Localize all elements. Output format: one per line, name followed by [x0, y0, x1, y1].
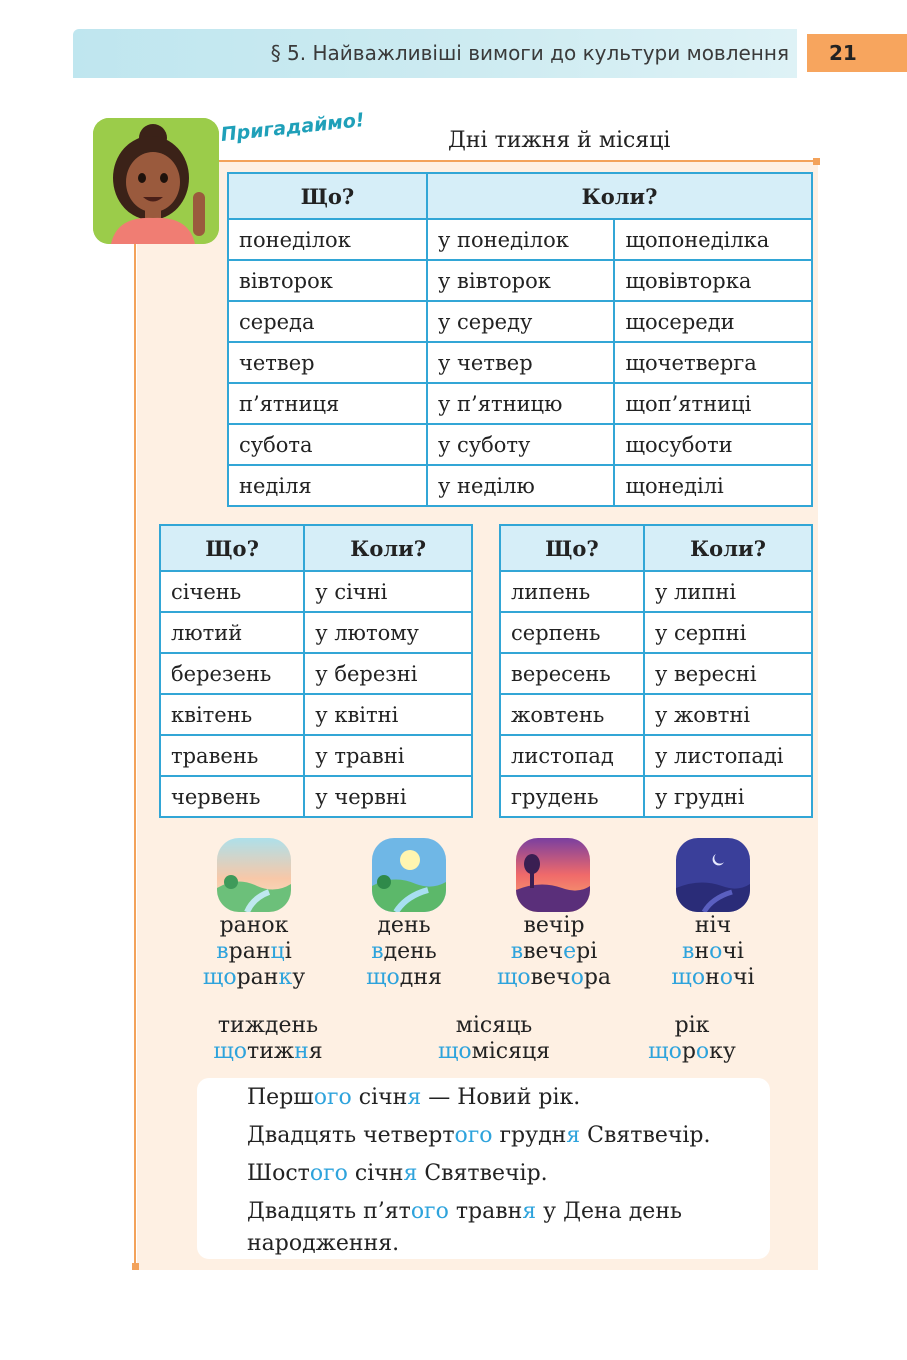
daypart-every: щоночі [671, 965, 755, 990]
header-what: Що? [228, 173, 427, 219]
period-group [602, 1013, 782, 1065]
example-sentence: Двадцять четвертого грудня Святвечір. [247, 1123, 711, 1148]
table-cell: четвер [228, 342, 427, 383]
table-cell: щочетверга [614, 342, 812, 383]
table-cell: лютий [160, 612, 304, 653]
table-row [228, 219, 812, 260]
table-row [160, 776, 472, 817]
example-sentence: Двадцять п’ятого травня у Дена день [247, 1199, 682, 1224]
table-cell: щонеділі [614, 465, 812, 506]
table-cell: у понеділок [427, 219, 614, 260]
girl-avatar [93, 118, 219, 244]
table-row [500, 571, 812, 612]
daypart-word: ніч [694, 913, 732, 938]
daypart-word: день [377, 913, 431, 938]
table-row [500, 694, 812, 735]
daypart-when: вночі [682, 939, 744, 964]
table-cell: щосуботи [614, 424, 812, 465]
daypart-group [633, 913, 793, 991]
table-cell: у жовтні [644, 694, 812, 735]
table-cell: понеділок [228, 219, 427, 260]
table-cell: червень [160, 776, 304, 817]
table-cell: щосереди [614, 301, 812, 342]
header-band [73, 29, 797, 78]
table-cell: середа [228, 301, 427, 342]
period-every: щомісяця [437, 1039, 551, 1064]
daypart-when: вранці [216, 939, 292, 964]
daypart-group [324, 913, 484, 991]
table-cell: у січні [304, 571, 472, 612]
table-cell: у середу [427, 301, 614, 342]
table-cell: жовтень [500, 694, 644, 735]
divider-left [134, 230, 136, 1266]
evening-landscape-icon [516, 838, 590, 912]
section-title: Дні тижня й місяці [448, 128, 671, 153]
table-cell: січень [160, 571, 304, 612]
daypart-word: вечір [523, 913, 585, 938]
table-cell: у п’ятницю [427, 383, 614, 424]
daypart-every: щодня [366, 965, 442, 990]
table-cell: у липні [644, 571, 812, 612]
table-cell: у суботу [427, 424, 614, 465]
table-row [500, 735, 812, 776]
morning-landscape-icon [217, 838, 291, 912]
table-cell: у квітні [304, 694, 472, 735]
table-cell: листопад [500, 735, 644, 776]
table-row [160, 735, 472, 776]
months-table-left [159, 524, 473, 818]
daypart-when: ввечері [510, 939, 598, 964]
table-cell: щопонеділка [614, 219, 812, 260]
day-landscape-icon [372, 838, 446, 912]
table-cell: у вівторок [427, 260, 614, 301]
header-when: Коли? [304, 525, 472, 571]
period-group [178, 1013, 358, 1065]
table-row [160, 694, 472, 735]
divider-dot [813, 158, 820, 165]
table-header-row [160, 525, 472, 571]
example-sentence: Шостого січня Святвечір. [247, 1161, 548, 1186]
table-cell: щоп’ятниці [614, 383, 812, 424]
table-cell: у лютому [304, 612, 472, 653]
daypart-word: ранок [219, 913, 289, 938]
daypart-every: щоранку [202, 965, 306, 990]
table-header-row [228, 173, 812, 219]
table-cell: п’ятниця [228, 383, 427, 424]
table-row [228, 301, 812, 342]
period-word: місяць [455, 1013, 533, 1038]
table-cell: у червні [304, 776, 472, 817]
table-cell: у грудні [644, 776, 812, 817]
table-cell: вівторок [228, 260, 427, 301]
period-every: щотижня [213, 1039, 323, 1064]
header-what: Що? [500, 525, 644, 571]
table-cell: травень [160, 735, 304, 776]
examples-box [197, 1078, 770, 1259]
table-row [500, 612, 812, 653]
header-what: Що? [160, 525, 304, 571]
table-cell: у листопаді [644, 735, 812, 776]
days-table [227, 172, 813, 507]
period-word: рік [674, 1013, 710, 1038]
table-cell: у березні [304, 653, 472, 694]
table-cell: у серпні [644, 612, 812, 653]
example-sentence: народження. [247, 1231, 400, 1256]
table-cell: у травні [304, 735, 472, 776]
page-header-title: § 5. Найважливіші вимоги до культури мовлення [270, 41, 789, 65]
table-row [228, 424, 812, 465]
table-cell: у вересні [644, 653, 812, 694]
reminder-label: Пригадаймо! [219, 109, 366, 146]
table-cell: щовівторка [614, 260, 812, 301]
divider-top [217, 160, 818, 162]
header-when: Коли? [427, 173, 812, 219]
table-row [500, 653, 812, 694]
daypart-group [474, 913, 634, 991]
table-row [228, 383, 812, 424]
table-cell: серпень [500, 612, 644, 653]
table-cell: вересень [500, 653, 644, 694]
table-row [160, 612, 472, 653]
table-row [228, 465, 812, 506]
table-cell: квітень [160, 694, 304, 735]
daypart-when: вдень [371, 939, 437, 964]
daypart-group [174, 913, 334, 991]
table-row [160, 653, 472, 694]
table-row [228, 342, 812, 383]
months-table-right [499, 524, 813, 818]
table-cell: неділя [228, 465, 427, 506]
page-number: 21 [807, 34, 907, 72]
table-cell: липень [500, 571, 644, 612]
daypart-every: щовечора [496, 965, 612, 990]
table-row [160, 571, 472, 612]
divider-dot [132, 1263, 139, 1270]
period-every: щороку [648, 1039, 736, 1064]
table-cell: березень [160, 653, 304, 694]
table-row [228, 260, 812, 301]
night-landscape-icon [676, 838, 750, 912]
period-group [404, 1013, 584, 1065]
example-sentence: Першого січня — Новий рік. [247, 1085, 581, 1110]
table-cell: у неділю [427, 465, 614, 506]
table-cell: субота [228, 424, 427, 465]
table-cell: у четвер [427, 342, 614, 383]
table-header-row [500, 525, 812, 571]
table-cell: грудень [500, 776, 644, 817]
header-when: Коли? [644, 525, 812, 571]
period-word: тиждень [217, 1013, 319, 1038]
table-row [500, 776, 812, 817]
